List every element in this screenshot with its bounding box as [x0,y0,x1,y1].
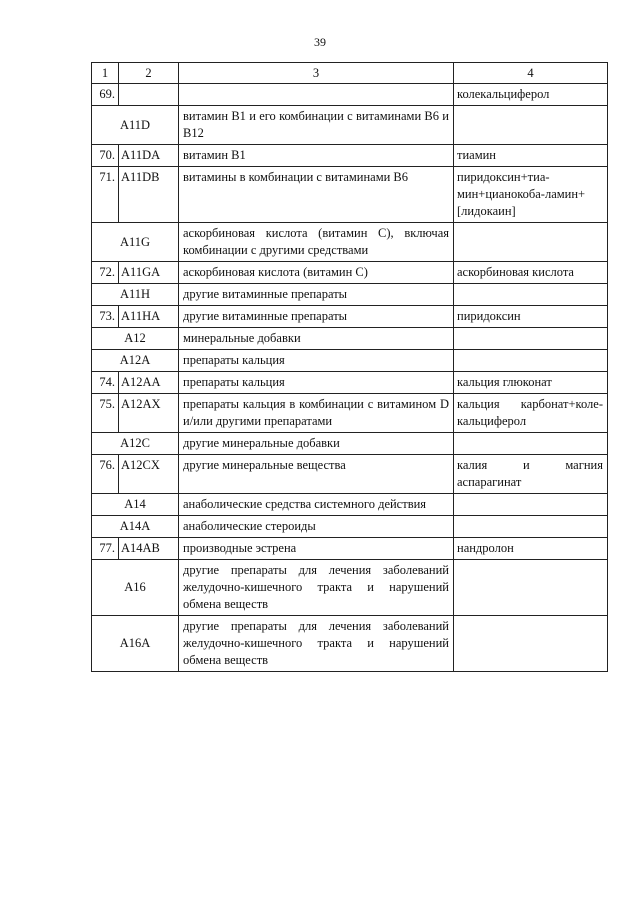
atc-code-cell: A11DB [119,167,179,223]
description-cell: витамин B1 и его комбинации с витаминами B6 и B12 [179,106,454,145]
description-cell: аскорбиновая кислота (витамин C) [179,262,454,284]
description-cell: витамин B1 [179,145,454,167]
table-row [92,516,608,538]
description-cell: минеральные добавки [179,328,454,350]
table-row [92,106,608,145]
table-row [92,223,608,262]
table-body [92,63,608,672]
description-cell: другие минеральные добавки [179,433,454,455]
description-cell: другие препараты для лечения заболеваний желудочно-кишечного тракта и нарушений обмена веществ [179,616,454,672]
table-header-row [92,63,608,84]
description-cell: другие минеральные вещества [179,455,454,494]
drug-name-cell [454,328,608,350]
description-cell: препараты кальция в комбинации с витамином D и/или другими препаратами [179,394,454,433]
row-number-cell: 70. [92,145,119,167]
row-number-cell: 71. [92,167,119,223]
atc-code-cell: A11HA [119,306,179,328]
drug-name-cell: аскорбиновая кислота [454,262,608,284]
drug-name-cell [454,494,608,516]
atc-code-cell: A12AX [119,394,179,433]
group-code-cell: A11H [92,284,179,306]
row-number-cell: 72. [92,262,119,284]
drug-name-cell [454,284,608,306]
group-code-cell: A14 [92,494,179,516]
description-cell: препараты кальция [179,372,454,394]
table-row [92,84,608,106]
description-cell: аскорбиновая кислота (витамин C), включая комбинации с другими средствами [179,223,454,262]
drug-name-cell: тиамин [454,145,608,167]
table-row [92,394,608,433]
drug-name-cell [454,433,608,455]
drug-name-cell: пиридоксин [454,306,608,328]
table-row [92,616,608,672]
table-row [92,538,608,560]
description-cell: препараты кальция [179,350,454,372]
page-number: 39 [314,35,326,49]
table-row [92,262,608,284]
drug-name-cell [454,350,608,372]
header-col-2: 2 [119,63,179,84]
atc-code-cell: A11GA [119,262,179,284]
row-number-cell: 74. [92,372,119,394]
group-code-cell: A11G [92,223,179,262]
table-row [92,306,608,328]
description-cell: другие витаминные препараты [179,306,454,328]
drug-name-cell [454,223,608,262]
atc-code-cell: A12CX [119,455,179,494]
atc-code-cell [119,84,179,106]
header-col-1: 1 [92,63,119,84]
header-col-4: 4 [454,63,608,84]
description-cell: производные эстрена [179,538,454,560]
table-row [92,284,608,306]
drug-name-cell [454,106,608,145]
table-row [92,560,608,616]
drug-name-cell: нандролон [454,538,608,560]
drug-name-cell [454,616,608,672]
description-cell: анаболические средства системного действия [179,494,454,516]
drug-name-cell: пиридоксин+тиа-мин+цианокоба-ламин+[лидокаин] [454,167,608,223]
description-cell: другие витаминные препараты [179,284,454,306]
atc-code-cell: A12AA [119,372,179,394]
description-cell: анаболические стероиды [179,516,454,538]
row-number-cell: 69. [92,84,119,106]
group-code-cell: A12C [92,433,179,455]
table-row [92,145,608,167]
group-code-cell: A14A [92,516,179,538]
drug-name-cell [454,560,608,616]
description-cell: витамины в комбинации с витаминами B6 [179,167,454,223]
group-code-cell: A11D [92,106,179,145]
header-col-3: 3 [179,63,454,84]
group-code-cell: A16 [92,560,179,616]
row-number-cell: 73. [92,306,119,328]
group-code-cell: A16A [92,616,179,672]
drug-name-cell: кальция карбонат+коле-кальциферол [454,394,608,433]
table-row [92,167,608,223]
atc-code-cell: A14AB [119,538,179,560]
row-number-cell: 77. [92,538,119,560]
table-row [92,350,608,372]
description-cell: другие препараты для лечения заболеваний желудочно-кишечного тракта и нарушений обмена веществ [179,560,454,616]
row-number-cell: 75. [92,394,119,433]
drug-name-cell [454,516,608,538]
table-row [92,328,608,350]
drug-name-cell: колекальциферол [454,84,608,106]
group-code-cell: A12 [92,328,179,350]
group-code-cell: A12A [92,350,179,372]
drug-name-cell: калия и магния аспарагинат [454,455,608,494]
atc-code-cell: A11DA [119,145,179,167]
description-cell [179,84,454,106]
table-row [92,372,608,394]
drug-name-cell: кальция глюконат [454,372,608,394]
table-row [92,455,608,494]
table-row [92,433,608,455]
drug-table [91,62,608,672]
table-row [92,494,608,516]
row-number-cell: 76. [92,455,119,494]
